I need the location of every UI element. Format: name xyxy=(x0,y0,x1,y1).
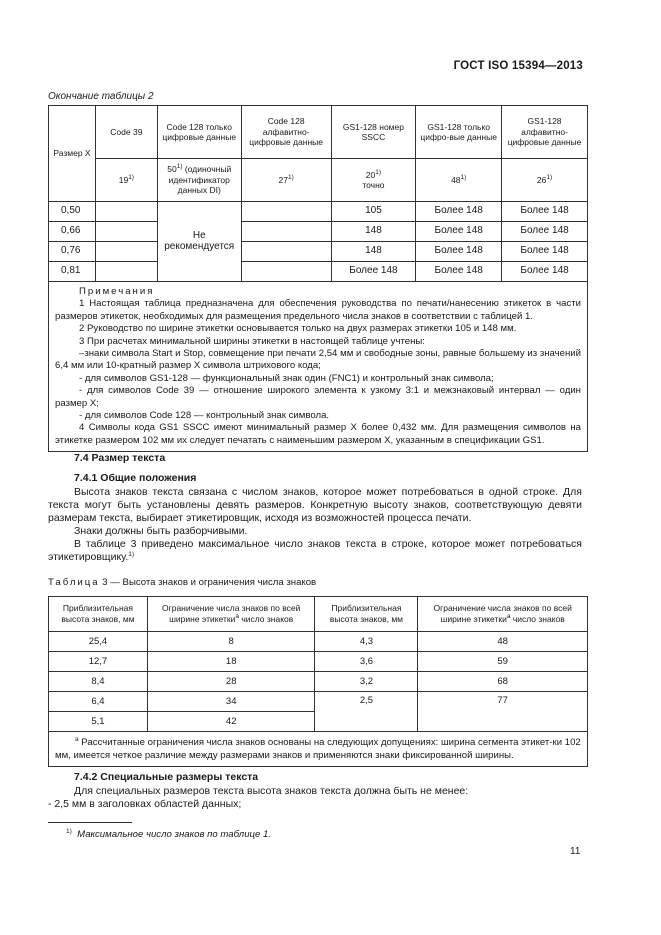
page-number: 11 xyxy=(570,846,581,857)
table3-footnote: $^a$ Рассчитанные ограничения числа знаков основаны на следующих допущениях: ширина сегмента этикет-ки 102 мм, имеется четкое различие между размерами знаков и применяются знаки фиксированной ширины. xyxy=(49,732,588,767)
table-row: 5,1 42 xyxy=(49,712,588,732)
col-size-header: Размер X xyxy=(49,106,96,202)
table-row: 0,50 Не рекомендуется 105 Более 148 Более 148 xyxy=(49,202,588,222)
footnote-divider xyxy=(48,822,132,823)
table3-caption: Таблица 3 — Высота знаков и ограничения числа знаков xyxy=(48,577,317,588)
section-7-4-title: 7.4 Размер текста xyxy=(74,452,166,464)
col-code128-numeric-header: Code 128 только цифровые данные xyxy=(157,106,241,159)
section-7-4-2-body: Для специальных размеров текста высота знаков текста должна быть не менее: - 2,5 мм в заголовках областей данных; xyxy=(48,785,469,810)
col-gs1-alpha-header: GS1-128 алфавитно-цифровые данные xyxy=(502,106,588,159)
table-row: 8,4 28 3,2 68 xyxy=(49,672,588,692)
table-2 xyxy=(48,105,588,452)
table-3: Приблизительная высота знаков, мм Ограничение числа знаков по всей ширине этикетки$^a$ число знаков Приблизительная высота знаков, мм Ограничение числа знаков по всей ширине этикетки$^a$ число знаков 25,4 8 4,3 48 12,7 18 3,6 59 8,4 28 3,2 68 6,4 34 2,5 77 5,1 42 $^a$ Рассчитанные ограничения числа знаков основаны на следующих допущениях: ширина сегмента этикет-ки 102 мм, имеется четкое различие между размерами знаков и применяются знаки фиксированной ширины. xyxy=(48,596,588,767)
table-row: 0,66 148 Более 148 Более 148 xyxy=(49,222,588,242)
section-7-4-2-title: 7.4.2 Специальные размеры текста xyxy=(74,771,259,783)
col-gs1-sscc-header: GS1-128 номер SSCC xyxy=(331,106,416,159)
code128-alpha-limit: 27$^{1)}$ xyxy=(241,159,331,202)
table-row: 25,4 8 4,3 48 xyxy=(49,632,588,652)
document-id: ГОСТ ISO 15394—2013 xyxy=(453,60,583,72)
gs1-sscc-limit: 20$^{1)}$ точно xyxy=(331,159,416,202)
gs1-alpha-limit: 26$^{1)}$ xyxy=(502,159,588,202)
table-row: 6,4 34 2,5 77 xyxy=(49,692,588,712)
footnote: $^{1)}$ Максимальное число знаков по таблице 1. xyxy=(66,828,272,840)
section-7-4-1-title: 7.4.1 Общие положения xyxy=(74,472,197,484)
table-row: 0,81 Более 148 Более 148 Более 148 xyxy=(49,262,588,282)
table-row: 0,76 148 Более 148 Более 148 xyxy=(49,242,588,262)
col-code128-alpha-header: Code 128 алфавитно-цифровые данные xyxy=(241,106,331,159)
table-row: 12,7 18 3,6 59 xyxy=(49,652,588,672)
section-7-4-1-body: Высота знаков текста связана с числом знаков, которое может потребоваться в одной строке. Для текста могут быть установлены девять размеров. Конкретную высоту знаков, соответствующую девяти размерам текста, выбирает этикетировщик, исходя из возможностей процесса печати. Знаки должны быть разборчивыми. В таблице 3 приведено максимальное число знаков текста в строке, которое может потребоваться этикетировщику.$^{1)}$ xyxy=(48,486,582,563)
col-code39-header: Code 39 xyxy=(95,106,157,159)
gs1-numeric-limit: 48$^{1)}$ xyxy=(416,159,502,202)
table2-notes: Примечания 1 Настоящая таблица предназначена для обеспечения руководства по печати/нанесению этикеток в части размеров этикеток, необходимых для размещения предельного числа знаков в соответствии с таблицей 1. 2 Руководство по ширине этикетки основывается только на двух размерах этикетки 105 и 148 мм. 3 При расчетах минимальной ширины этикетки в настоящей таблице учтены: –знаки символа Start и Stop, совмещение при печати 2,54 мм и свободные зоны, равные большему из значений 6,4 мм или 10-кратный размер X символа штрихового кода; - для символов GS1-128 — функциональный знак один (FNC1) и контрольный знак символа; - для символов Code 39 — отношение широкого элемента к узкому 3:1 и межзнаковый интервал — один размер X; - для символов Code 128 — контрольный знак символа. 4 Символы кода GS1 SSCC имеют минимальный размер X более 0,432 мм. Для размещения символов на этикетке размером 102 мм их следует печатать с наименьшим размером X, указанным в спецификации GS1. xyxy=(49,282,588,452)
code128-numeric-limit: 50$^{1)}$ (одиночный идентификатор данных DI) xyxy=(157,159,241,202)
col-gs1-numeric-header: GS1-128 только цифро-вые данные xyxy=(416,106,502,159)
code39-limit: 19$^{1)}$ xyxy=(95,159,157,202)
table2-caption: Окончание таблицы 2 xyxy=(48,91,154,102)
not-recommended-cell: Не рекомендуется xyxy=(157,202,241,282)
